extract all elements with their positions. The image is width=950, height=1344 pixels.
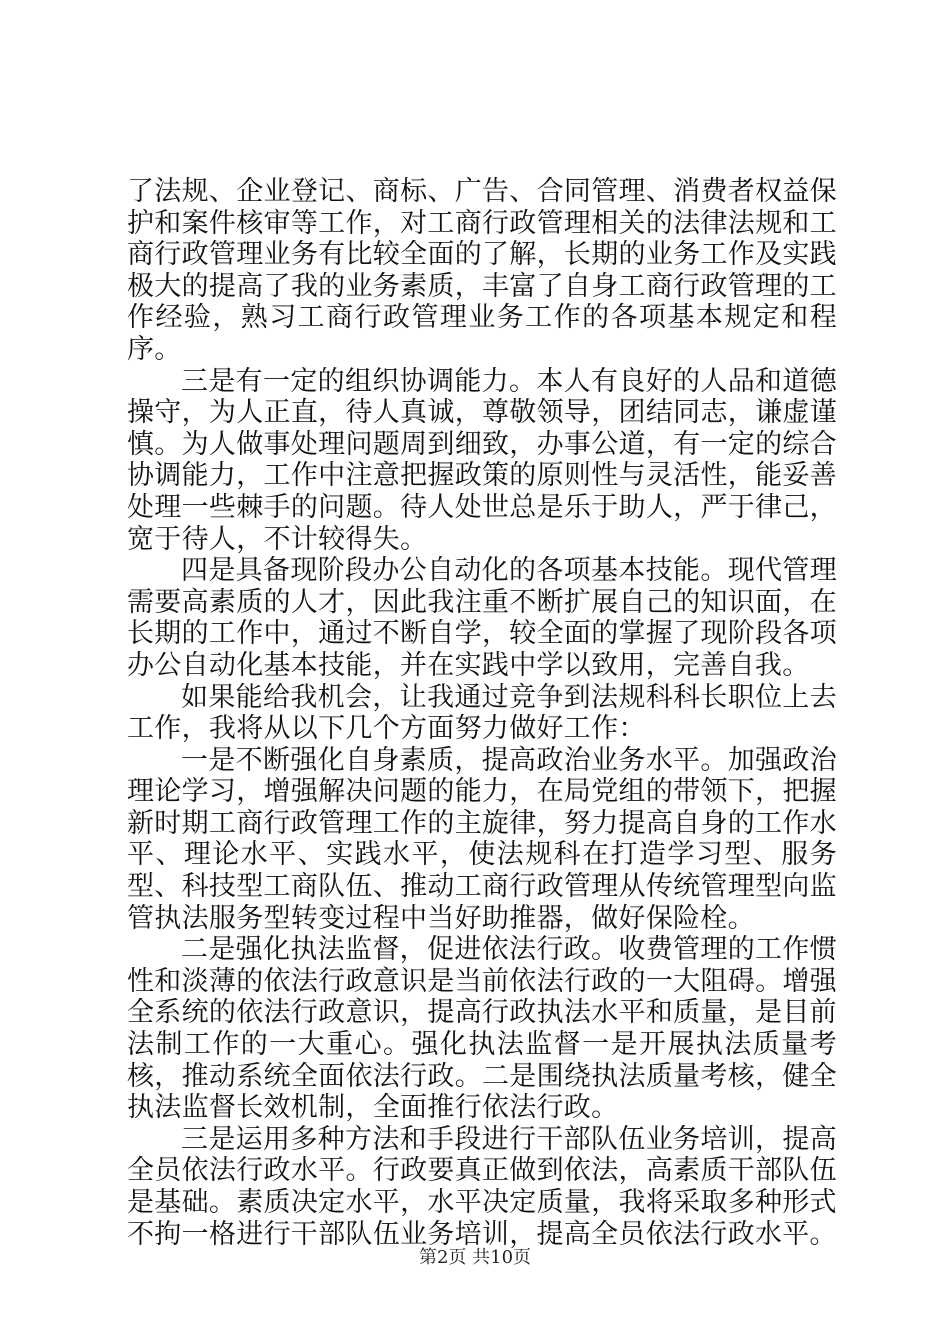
- paragraph-plan-three: 三是运用多种方法和手段进行干部队伍业务培训，提高全员依法行政水平。行政要真正做到依法，高素质干部队伍是基础。素质决定水平，水平决定质量，我将采取多种形式不拘一格进行干部队伍业务培训，提高全员依法行政水平。: [127, 1123, 837, 1250]
- paragraph-office-skills: 四是具备现阶段办公自动化的各项基本技能。现代管理需要高素质的人才，因此我注重不断扩展自己的知识面，在长期的工作中，通过不断自学，较全面的掌握了现阶段各项办公自动化基本技能，并在实践中学以致用，完善自我。: [127, 555, 837, 681]
- paragraph-plan-two: 二是强化执法监督，促进依法行政。收费管理的工作惯性和淡薄的依法行政意识是当前依法行政的一大阻碍。增强全系统的依法行政意识，提高行政执法水平和质量，是目前法制工作的一大重心。强化执法监督一是开展执法质量考核，推动系统全面依法行政。二是围绕执法质量考核，健全执法监督长效机制，全面推行依法行政。: [127, 934, 837, 1124]
- paragraph-continuation: 了法规、企业登记、商标、广告、合同管理、消费者权益保护和案件核审等工作，对工商行政管理相关的法律法规和工商行政管理业务有比较全面的了解，长期的业务工作及实践极大的提高了我的业务素质，丰富了自身工商行政管理的工作经验，熟习工商行政管理业务工作的各项基本规定和程序。: [127, 176, 837, 365]
- paragraph-plan-one: 一是不断强化自身素质，提高政治业务水平。加强政治理论学习，增强解决问题的能力，在局党组的带领下，把握新时期工商行政管理工作的主旋律，努力提高自身的工作水平、理论水平、实践水平，使法规科在打造学习型、服务型、科技型工商队伍、推动工商行政管理从传统管理型向监管执法服务型转变过程中当好助推器，做好保险栓。: [127, 744, 837, 934]
- paragraph-opportunity: 如果能给我机会，让我通过竞争到法规科科长职位上去工作，我将从以下几个方面努力做好工作：: [127, 681, 837, 745]
- paragraph-organization-ability: 三是有一定的组织协调能力。本人有良好的人品和道德操守，为人正直，待人真诚，尊敬领导，团结同志，谦虚谨慎。为人做事处理问题周到细致，办事公道，有一定的综合协调能力，工作中注意把握政策的原则性与灵活性，能妥善处理一些棘手的问题。待人处世总是乐于助人，严于律己，宽于待人，不计较得失。: [127, 365, 837, 555]
- page-number-footer: 第2页 共10页: [418, 1247, 532, 1268]
- document-body: [127, 176, 837, 1250]
